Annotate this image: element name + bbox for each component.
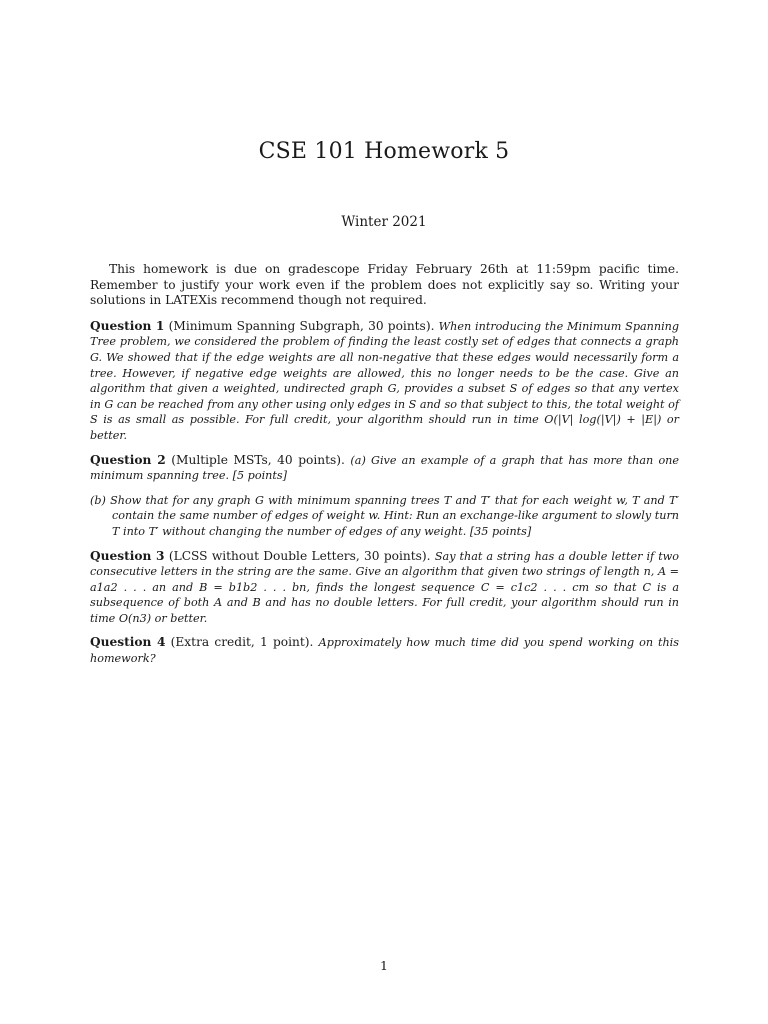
question-2-part-a: (a) Give an example of a graph that has more than one minimum spanning tree. [5 points]	[90, 453, 680, 483]
intro-paragraph: This homework is due on gradescope Friday February 26th at 11:59pm pacific time. Remember to justify your work even if the problem does not explicitly say so. Writing your solutions in LATEXis recommend though not required.	[90, 262, 679, 308]
question-3-meta: (LCSS without Double Letters, 30 points).	[168, 548, 431, 563]
question-1-label: Question 1	[90, 318, 165, 333]
document-body	[90, 262, 679, 676]
question-1-meta: (Minimum Spanning Subgraph, 30 points).	[168, 318, 435, 333]
question-2-meta: (Multiple MSTs, 40 points).	[171, 452, 345, 467]
question-1-text: When introducing the Minimum Spanning Tree problem, we considered the problem of finding the least costly set of edges that connects a graph G. We showed that if the edge weights are all non-negative that these edges would necessarily form a tree. However, if negative edge weights are allowed, this no longer needs to be the case. Give an algorithm that given a weighted, undirected graph G, provides a subset S of edges so that any vertex in G can be reached from any other using only edges in S and so that subject to this, the total weight of S is as small as possible. For full credit, your algorithm should run in time O(|V| log(|V|) + |E|) or better.	[90, 319, 680, 442]
question-2	[90, 453, 679, 484]
question-3	[90, 549, 679, 627]
question-1	[90, 319, 679, 444]
question-2-part-b: (b) Show that for any graph G with minimum spanning trees T and T′ that for each weight w, T and T′ contain the same number of edges of weight w. Hint: Run an exchange-like argument to slowly turn T into T′ without changing the number of edges of any weight. [35 points]	[90, 493, 679, 538]
question-4-text: Approximately how much time did you spend working on this homework?	[90, 636, 679, 666]
question-2-label: Question 2	[90, 452, 166, 467]
question-3-label: Question 3	[90, 548, 165, 563]
question-4-label: Question 4	[90, 635, 166, 650]
document-title: CSE 101 Homework 5	[258, 139, 510, 164]
question-4-meta: (Extra credit, 1 point).	[170, 635, 314, 650]
document-term: Winter 2021	[341, 214, 427, 230]
page-number: 1	[380, 958, 388, 973]
question-4	[90, 635, 679, 666]
question-3-text: Say that a string has a double letter if two consecutive letters in the string are the same. Give an algorithm that given two strings of length n, A = a1a2 . . . an and B = b1b2 . . . bn, finds the longest sequence C = c1c2 . . . cm so that C is a subsequence of both A and B and has no double letters. For full credit, your algorithm should run in time O(n3) or better.	[90, 549, 679, 625]
